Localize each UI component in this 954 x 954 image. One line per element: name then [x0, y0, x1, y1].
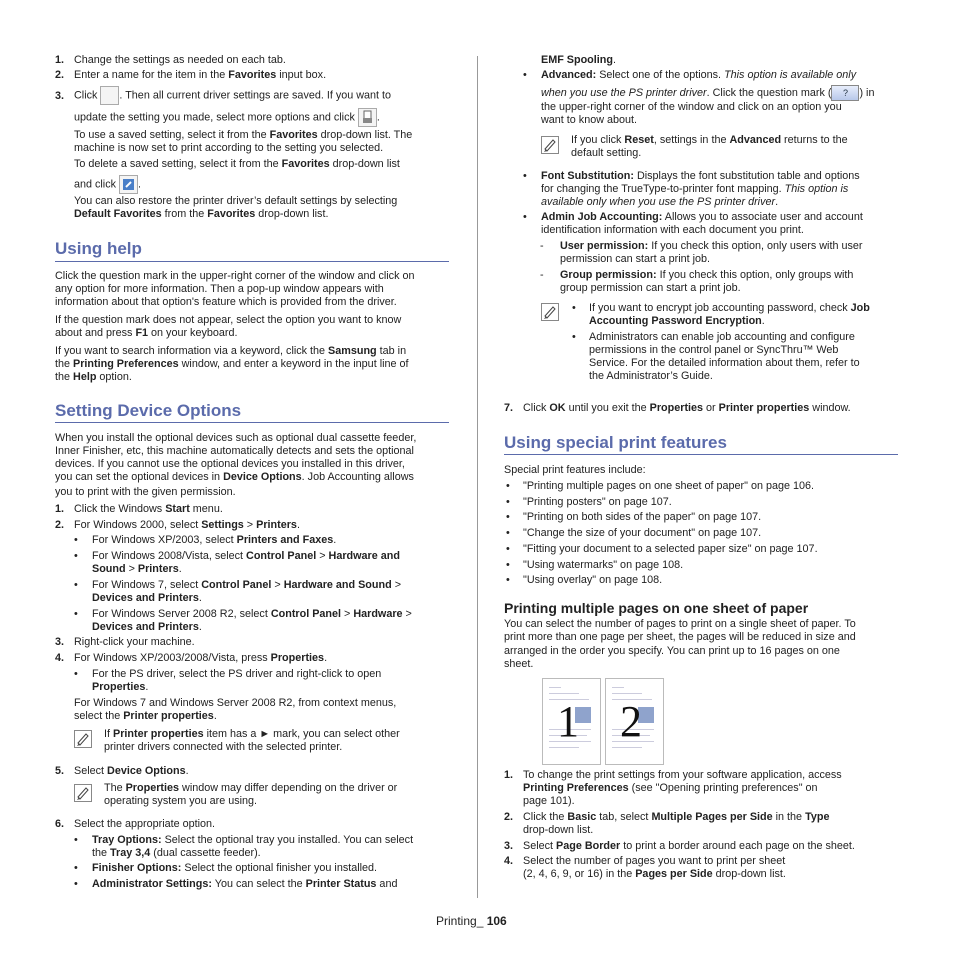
page-number: 106 — [486, 914, 507, 928]
step-number: 5. — [55, 765, 65, 777]
bullet: • — [506, 511, 510, 524]
list-item: Sound > Printers. — [92, 563, 182, 575]
note-text: The Properties window may differ depending on the driver or — [104, 782, 398, 794]
list-item: want to know about. — [541, 114, 638, 126]
step-number: 3. — [504, 840, 514, 852]
step-text: To change the print settings from your software application, access — [523, 769, 842, 781]
list-item[interactable]: "Using overlay" on page 108. — [523, 574, 663, 587]
bullet: • — [506, 574, 510, 587]
paragraph: about and press F1 on your keyboard. — [55, 327, 238, 339]
paragraph: devices. If you cannot use the optional devices you installed in this driver, — [55, 458, 405, 470]
note-text: operating system you are using. — [104, 795, 258, 807]
section-rule — [55, 261, 449, 262]
note-text: printer drivers connected with the selected printer. — [104, 741, 343, 753]
paragraph: sheet. — [504, 658, 534, 670]
paragraph: For Windows 7 and Windows Server 2008 R2, from context menus, — [74, 697, 397, 709]
step-number: 1. — [55, 54, 65, 66]
step-text: page 101). — [523, 795, 575, 807]
list-item: Properties. — [92, 681, 149, 693]
bullet: • — [572, 302, 576, 314]
step-text: Select the appropriate option. — [74, 818, 216, 830]
paragraph: You can select the number of pages to print on a single sheet of paper. To — [504, 618, 856, 630]
section-title-special-print: Using special print features — [504, 433, 727, 452]
step-text: Click . Then all current driver settings are saved. If you want to — [74, 86, 391, 105]
paragraph: select the Printer properties. — [74, 710, 217, 722]
bullet: • — [506, 527, 510, 540]
paragraph: Click the question mark in the upper-right corner of the window and click on — [55, 270, 415, 282]
step-text: update the setting you made, select more options and click . — [74, 108, 380, 127]
list-item: Advanced: Select one of the options. This option is available only — [541, 69, 857, 81]
bullet: • — [523, 211, 527, 223]
bullet: • — [74, 878, 78, 890]
list-item: group permission can start a print job. — [560, 282, 741, 294]
list-item[interactable]: "Fitting your document to a selected paper size" on page 107. — [523, 542, 818, 555]
list-item: For Windows 7, select Control Panel > Hardware and Sound > — [92, 579, 402, 591]
list-item: Administrator Settings: You can select the Printer Status and — [92, 878, 398, 890]
bullet: • — [74, 862, 78, 874]
list-item: Devices and Printers. — [92, 621, 202, 633]
paragraph: the Help option. — [55, 371, 132, 383]
list-item: Group permission: If you check this option, only groups with — [560, 269, 854, 281]
list-item: Font Substitution: Displays the font substitution table and options — [541, 170, 860, 182]
note-text: Administrators can enable job accounting and configure — [589, 331, 855, 343]
list-item: EMF Spooling. — [541, 54, 616, 66]
dash: - — [540, 240, 544, 252]
list-item: For Windows XP/2003, select Printers and Faxes. — [92, 534, 337, 546]
step-text: (2, 4, 6, 9, or 16) in the Pages per Side drop-down list. — [523, 868, 786, 880]
list-item[interactable]: "Printing posters" on page 107. — [523, 495, 672, 508]
step-text: Enter a name for the item in the Favorites input box. — [74, 69, 327, 81]
step-number: 1. — [55, 503, 65, 515]
bullet: • — [506, 542, 510, 555]
list-item: Admin Job Accounting: Allows you to associate user and account — [541, 211, 863, 223]
list-item[interactable]: "Change the size of your document" on page 107. — [523, 527, 762, 540]
more-options-icon[interactable] — [358, 108, 377, 127]
bullet: • — [523, 69, 527, 81]
step-text: Select Device Options. — [74, 765, 189, 777]
step-text: For Windows XP/2003/2008/Vista, press Properties. — [74, 652, 328, 664]
footer-label: Printing_ — [436, 914, 487, 928]
step-text: Click OK until you exit the Properties or Printer properties window. — [523, 402, 851, 414]
list-item: when you use the PS printer driver. Click the question mark ( ? ) in — [541, 85, 874, 101]
note-text: Service. For the detailed information about them, refer to — [589, 357, 860, 369]
note-icon — [541, 303, 559, 321]
bullet: • — [572, 331, 576, 343]
step-number: 1. — [504, 769, 514, 781]
step-text: Right-click your machine. — [74, 636, 195, 648]
paragraph: machine is now set to print according to the setting you selected. — [74, 142, 384, 154]
sample-page-2 — [605, 678, 664, 765]
subsection-title: Printing multiple pages on one sheet of paper — [504, 600, 809, 616]
note-icon — [541, 136, 559, 154]
paragraph: Default Favorites from the Favorites drop-down list. — [74, 208, 329, 220]
step-number: 4. — [504, 855, 514, 867]
list-item: the Tray 3,4 (dual cassette feeder). — [92, 847, 261, 859]
step-text: Click the Basic tab, select Multiple Pages per Side in the Type — [523, 811, 830, 823]
paragraph: To use a saved setting, select it from the Favorites drop-down list. The — [74, 129, 413, 141]
list-item[interactable]: "Using watermarks" on page 108. — [523, 558, 684, 571]
paragraph: You can also restore the printer driver’s default settings by selecting — [74, 195, 398, 207]
note-text: permissions in the control panel or SyncThru™ Web — [589, 344, 839, 356]
list-item: Finisher Options: Select the optional finisher you installed. — [92, 862, 378, 874]
list-item: the upper-right corner of the window and click on an option you — [541, 101, 842, 113]
section-rule — [55, 422, 449, 423]
step-number: 3. — [55, 90, 65, 102]
paragraph: Inner Finisher, etc, this machine automatically detects and sets the optional — [55, 445, 414, 457]
list-item: For the PS driver, select the PS driver and right-click to open — [92, 668, 382, 680]
list-item[interactable]: "Printing multiple pages on one sheet of paper" on page 106. — [523, 480, 814, 492]
question-mark-icon[interactable]: ? — [831, 85, 859, 101]
paragraph: arranged in the order you specify. You can print up to 16 pages on one — [504, 645, 840, 657]
section-title-using-help: Using help — [55, 239, 142, 258]
paragraph: and click . — [74, 175, 141, 194]
step-number: 2. — [55, 519, 65, 531]
paragraph: If you want to search information via a keyword, click the Samsung tab in — [55, 345, 407, 357]
list-item: permission can start a print job. — [560, 253, 711, 265]
paragraph: If the question mark does not appear, select the option you want to know — [55, 314, 402, 326]
step-text: Printing Preferences (see "Opening printing preferences" on — [523, 782, 818, 794]
note-text: default setting. — [571, 147, 642, 159]
note-text: If you want to encrypt job accounting password, check Job — [589, 302, 870, 314]
section-title-device-options: Setting Device Options — [55, 401, 242, 420]
note-text: If you click Reset, settings in the Advanced returns to the — [571, 134, 848, 146]
step-text: Select the number of pages you want to print per sheet — [523, 855, 786, 867]
step-number: 2. — [504, 811, 514, 823]
bullet: • — [506, 495, 510, 508]
step-text: drop-down list. — [523, 824, 594, 836]
paragraph: information about that option's feature which is provided from the driver. — [55, 296, 397, 308]
note-icon — [74, 730, 92, 748]
page-number-1: 1 — [557, 697, 579, 746]
page-number-2: 2 — [620, 697, 642, 746]
bullet: • — [506, 480, 510, 492]
bullet: • — [74, 550, 78, 562]
paragraph: print more than one page per sheet, the pages will be reduced in size and — [504, 631, 856, 643]
step-text: Select Page Border to print a border around each page on the sheet. — [523, 840, 855, 852]
dash: - — [540, 269, 544, 281]
list-item: Devices and Printers. — [92, 592, 202, 604]
list-item: User permission: If you check this option, only users with user — [560, 240, 863, 252]
step-number: 3. — [55, 636, 65, 648]
list-item: identification information with each document you print. — [541, 224, 804, 236]
step-number: 4. — [55, 652, 65, 664]
bullet: • — [74, 834, 78, 846]
paragraph: any option for more information. Then a pop-up window appears with — [55, 283, 384, 295]
save-favorite-icon[interactable] — [100, 86, 119, 105]
paragraph: the Printing Preferences window, and enter a keyword in the input line of — [55, 358, 409, 370]
paragraph: To delete a saved setting, select it from the Favorites drop-down list — [74, 158, 400, 170]
list-item: available only when you use the PS printer driver. — [541, 196, 779, 208]
note-text: Accounting Password Encryption. — [589, 315, 765, 327]
note-text: the Administrator’s Guide. — [589, 370, 713, 382]
bullet: • — [74, 579, 78, 591]
paragraph: Special print features include: — [504, 464, 646, 476]
step-number: 7. — [504, 402, 514, 414]
step-text: For Windows 2000, select Settings > Printers. — [74, 519, 300, 531]
paragraph: you to print with the given permission. — [55, 486, 236, 498]
note-text: If Printer properties item has a ► mark, you can select other — [104, 728, 400, 740]
list-item: for changing the TrueType-to-printer font mapping. This option is — [541, 183, 849, 195]
list-item[interactable]: "Printing on both sides of the paper" on page 107. — [523, 511, 762, 524]
paragraph: When you install the optional devices such as optional dual cassette feeder, — [55, 432, 417, 444]
step-text: Change the settings as needed on each tab. — [74, 54, 286, 66]
paragraph: you can set the optional devices in Device Options. Job Accounting allows — [55, 471, 414, 483]
bullet: • — [506, 558, 510, 571]
bullet: • — [74, 608, 78, 620]
step-text: Click the Windows Start menu. — [74, 503, 223, 515]
bullet: • — [74, 668, 78, 680]
section-rule — [504, 454, 898, 455]
list-item: Tray Options: Select the optional tray you installed. You can select — [92, 834, 414, 846]
step-number: 6. — [55, 818, 65, 830]
sample-page-1 — [542, 678, 601, 765]
page-footer — [436, 915, 507, 928]
delete-favorite-icon[interactable] — [119, 175, 138, 194]
bullet: • — [74, 534, 78, 546]
note-icon — [74, 784, 92, 802]
bullet: • — [523, 170, 527, 182]
list-item: For Windows 2008/Vista, select Control Panel > Hardware and — [92, 550, 400, 562]
step-number: 2. — [55, 69, 65, 81]
column-divider — [477, 56, 478, 898]
list-item: For Windows Server 2008 R2, select Control Panel > Hardware > — [92, 608, 412, 620]
